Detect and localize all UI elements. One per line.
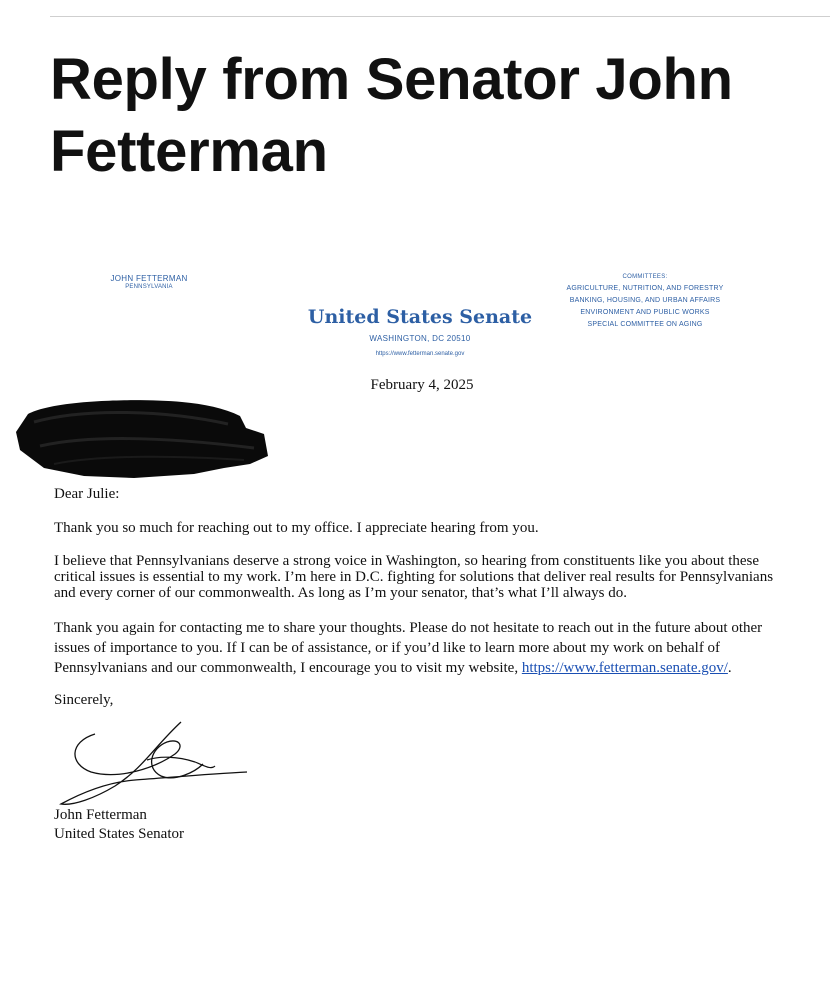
signer-title: United States Senator xyxy=(54,826,184,842)
paragraph-3-text: Thank you again for contacting me to share your thoughts. Please do not hesitate to reach out in the future about other issues of importance to you. If I can be of assistance, or if you’d like to learn more about my work on behalf of Pennsylvanians and our commonwealth, I encourage you to visit my website, xyxy=(54,620,763,676)
letter-date: February 4, 2025 xyxy=(370,377,474,393)
paragraph-3-end: . xyxy=(727,660,732,676)
committee-item: ENVIRONMENT AND PUBLIC WORKS xyxy=(580,309,710,316)
letterhead-senator-name: JOHN FETTERMAN xyxy=(110,274,188,283)
committees-heading: COMMITTEES: xyxy=(622,274,668,280)
letterhead-senator-state: PENNSYLVANIA xyxy=(125,284,173,290)
salutation: Dear Julie: xyxy=(54,486,120,502)
handwritten-signature xyxy=(55,716,250,810)
letterhead-website: https://www.fetterman.senate.gov xyxy=(375,351,465,357)
letterhead-city: WASHINGTON, DC 20510 xyxy=(369,334,471,343)
committee-item: BANKING, HOUSING, AND URBAN AFFAIRS xyxy=(569,297,721,304)
letterhead-institution: United States Senate xyxy=(307,306,533,328)
paragraph-3 xyxy=(54,618,794,678)
redaction-scribble xyxy=(14,394,270,480)
committee-item: SPECIAL COMMITTEE ON AGING xyxy=(587,321,703,328)
closing: Sincerely, xyxy=(54,692,114,708)
paragraph-2: I believe that Pennsylvanians deserve a strong voice in Washington, so hearing from constituents like you about these critical issues is essential to my work. I’m here in D.C. fighting for solutions that deliver real results for Pennsylvanians and every corner of our commonwealth. As long as I’m your senator, that’s what I’ll always do. xyxy=(54,553,774,601)
signer-name: John Fetterman xyxy=(54,807,147,823)
letter-body xyxy=(54,486,794,678)
paragraph-1: Thank you so much for reaching out to my office. I appreciate hearing from you. xyxy=(54,520,539,536)
post-title: Reply from Senator John Fetterman xyxy=(50,47,733,184)
top-divider xyxy=(50,16,830,17)
website-link[interactable]: https://www.fetterman.senate.gov/ xyxy=(521,660,728,676)
letterhead-committees xyxy=(550,274,740,331)
committee-item: AGRICULTURE, NUTRITION, AND FORESTRY xyxy=(566,285,724,292)
